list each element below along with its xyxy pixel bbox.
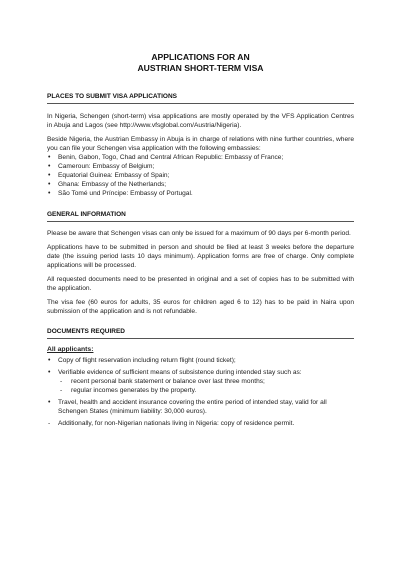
list-item: • Benin, Gabon, Togo, Chad and Central African Republic: Embassy of France; [47,153,354,162]
list-item: • Ghana: Embassy of the Netherlands; [47,180,354,189]
section-heading-places: PLACES TO SUBMIT VISA APPLICATIONS [47,93,178,100]
embassy-list [47,153,354,198]
section-heading-general: GENERAL INFORMATION [47,211,126,218]
subheading-all-applicants: All applicants: [47,346,94,353]
title-line-2: AUSTRIAN SHORT-TERM VISA [137,63,264,73]
paragraph-originals: All requested documents need to be presented in original and a set of copies has to be submitted with the application. [47,276,354,292]
list-item: • São Tomé und Príncipe: Embassy of Portugal. [47,189,354,198]
documents-list [47,356,354,428]
document-title [47,52,354,74]
paragraph-vfs: In Nigeria, Schengen (short-term) visa applications are mostly operated by the VFS Application Centres in Abuja and Lagos (see http://www.vfsglobal.com/Austria/Nigeria). [47,113,354,129]
paragraph-max-days: Please be aware that Schengen visas can only be issued for a maximum of 90 days per 6-month period. [47,230,351,237]
list-item: • Equatorial Guinea: Embassy of Spain; [47,171,354,180]
list-item: • Verifiable evidence of sufficient means of subsistence during intended stay such as: [47,368,354,377]
list-item: • Copy of flight reservation including return flight (round ticket); [47,356,354,365]
document-body [47,52,354,428]
title-line-1: APPLICATIONS FOR AN [151,52,250,62]
list-item: • Travel, health and accident insurance covering the entire period of intended stay, valid for all Schengen States (minimum liability: 30,000 euros). [47,398,354,416]
list-item: • Cameroun: Embassy of Belgium; [47,162,354,171]
section-heading-documents: DOCUMENTS REQUIRED [47,328,126,335]
paragraph-fee: The visa fee (60 euros for adults, 35 euros for children aged 6 to 12) has to be paid in Naira upon submission of the application and is not refundable. [47,299,354,315]
list-item: - Additionally, for non-Nigerian nationals living in Nigeria: copy of residence permit. [47,419,354,428]
paragraph-embassy: Beside Nigeria, the Austrian Embassy in Abuja is in charge of relations with nine further countries, where you can file your Schengen visa application with the following embassies: [47,136,354,152]
sub-list-item: - regular incomes generates by the property. [47,386,354,395]
sub-list-item: - recent personal bank statement or balance over last three months; [47,377,354,386]
paragraph-submission: Applications have to be submitted in person and should be filed at least 3 weeks before the departure date (the issuing period lasts 10 days minimum). Application forms are free of charge. Only complete applications will be processed. [47,244,354,269]
